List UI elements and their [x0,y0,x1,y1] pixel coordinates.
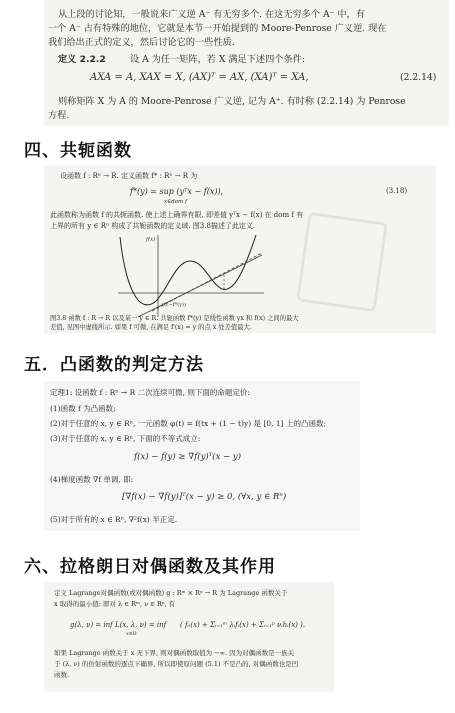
paragraph-line: 设函数 f : Rⁿ → R. 定义函数 f* : Rⁿ → R 为 [60,172,198,180]
definition-text: 设 A 为任一矩阵，若 X 满足下述四个条件: [130,54,305,65]
penrose-equation: AXA = A, XAX = X, (AX)ᵀ = AX, (XA)ᵀ = XA, [90,72,309,83]
paragraph-line: 则称矩阵 X 为 A 的 Moore-Penrose 广义逆, 记为 A⁺. 有时称 (2.2.14) 为 Penrose [58,96,406,107]
dual-equation-right: ( f₀(x) + Σᵢ₌₁ᵐ λᵢfᵢ(x) + Σᵢ₌₁ᵖ νᵢhᵢ(x) ). [180,621,306,629]
theorem-item-3: (3)对于任意的 x, y ∈ Rⁿ, 下面的不等式成立: [50,434,201,443]
equation-number: (3.18) [386,187,408,195]
point-label: (0,−f*(y)) [162,302,186,308]
definition-line: x 取得的最小值: 即对 λ ∈ Rᵐ, ν ∈ Rᵖ, 有 [54,600,176,608]
conjugate-equation: f*(y) = sup (yᵀx − f(x)), [130,187,224,196]
inf-subscript: x∈D [126,631,137,637]
paragraph-line: 此函数称为函数 f 的共轭函数. 使上述上确界有限, 即差值 yᵀx − f(x) 在 dom f 有 [50,211,304,219]
paragraph-line: 方程. [48,110,70,121]
scan-moore-penrose [44,0,449,126]
scan-lagrange-dual [44,582,334,692]
figure-caption: 差值, 见图中虚线所示. 如果 f 可微, 在满足 f′(x) = y 的点 x 处差值最大. [50,324,252,331]
paragraph-line: 从上段的讨论知，一般说来广义逆 A⁻ 有无穷多个. 在这无穷多个 A⁻ 中，有 [58,9,365,20]
equation-number: (2.2.14) [400,72,437,83]
theorem-item-2: (2)对于任意的 x, y ∈ Rⁿ, 一元函数 φ(t) = f(tx + (1 − t)y) 是 [0, 1] 上的凸函数; [50,419,326,428]
axis-label-fx: f(x) [146,237,156,243]
paragraph-line: 函数. [54,671,70,679]
paragraph-line: 如果 Lagrange 函数关于 x 无下界, 则对偶函数取值为 −∞. 因为对偶函数是一族关 [54,649,295,657]
conjugate-figure [116,231,266,321]
theorem-item-1: (1)函数 f 为凸函数; [50,404,116,413]
definition-label: 定义 2.2.2 [58,54,106,65]
figure-caption: 图3.8 函数 f : R → R 以及某一 y ∈ R. 共轭函数 f*(y) 是线性函数 yx 和 f(x) 之间的最大 [50,315,299,322]
sup-subscript: x∈dom f [164,199,188,205]
scan-convexity-theorem [44,381,360,531]
watermark-seal [296,212,388,312]
paragraph-line: 于 (λ, ν) 的仿射函数的逐点下确界, 所以即使原问题 (5.1) 不是凸的, 对偶函数也是凹 [54,660,299,668]
scan-conjugate-function [44,165,436,333]
monotonicity-inequality: [∇f(x) − ∇f(y)]ᵀ(x − y) ≥ 0, (∀x, y ∈ Rⁿ) [122,492,287,502]
section-heading-convexity-test: 五．凸函数的判定方法 [24,355,204,375]
paragraph-line: 上界的所有 y ∈ Rⁿ 构成了共轭函数的定义域. 图3.8描述了此定义. [50,222,256,230]
first-order-inequality: f(x) − f(y) ≥ ∇f(y)ᵀ(x − y) [134,452,242,462]
tangent-line-xy [138,255,262,317]
function-curve [120,235,256,305]
theorem-item-4: (4)梯度函数 ∇f 单调, 即: [50,475,134,484]
paragraph-line: 我们给出正式的定义，然后讨论它的一些性质. [48,37,235,48]
section-heading-conjugate: 四、共轭函数 [24,141,132,161]
paragraph-line: 一个 A⁻ 占有特殊的地位，它就是本节一开始提到的 Moore-Penrose 广义逆. 现在 [48,23,387,34]
section-heading-lagrange-dual: 六、拉格朗日对偶函数及其作用 [24,557,276,577]
definition-line: 定义 Lagrange对偶函数(或对偶函数) g : Rᵐ × Rᵖ → R 为 Lagrange 函数关于 [54,589,288,597]
theorem-statement: 定理1: 设函数 f : Rⁿ → R 二次连续可微, 则下面的命题定价: [50,388,250,397]
dual-equation-left: g(λ, ν) = inf L(x, λ, ν) = inf [70,621,167,629]
theorem-item-5: (5)对于所有的 x ∈ Rⁿ, ∇²f(x) 半正定. [50,515,178,524]
